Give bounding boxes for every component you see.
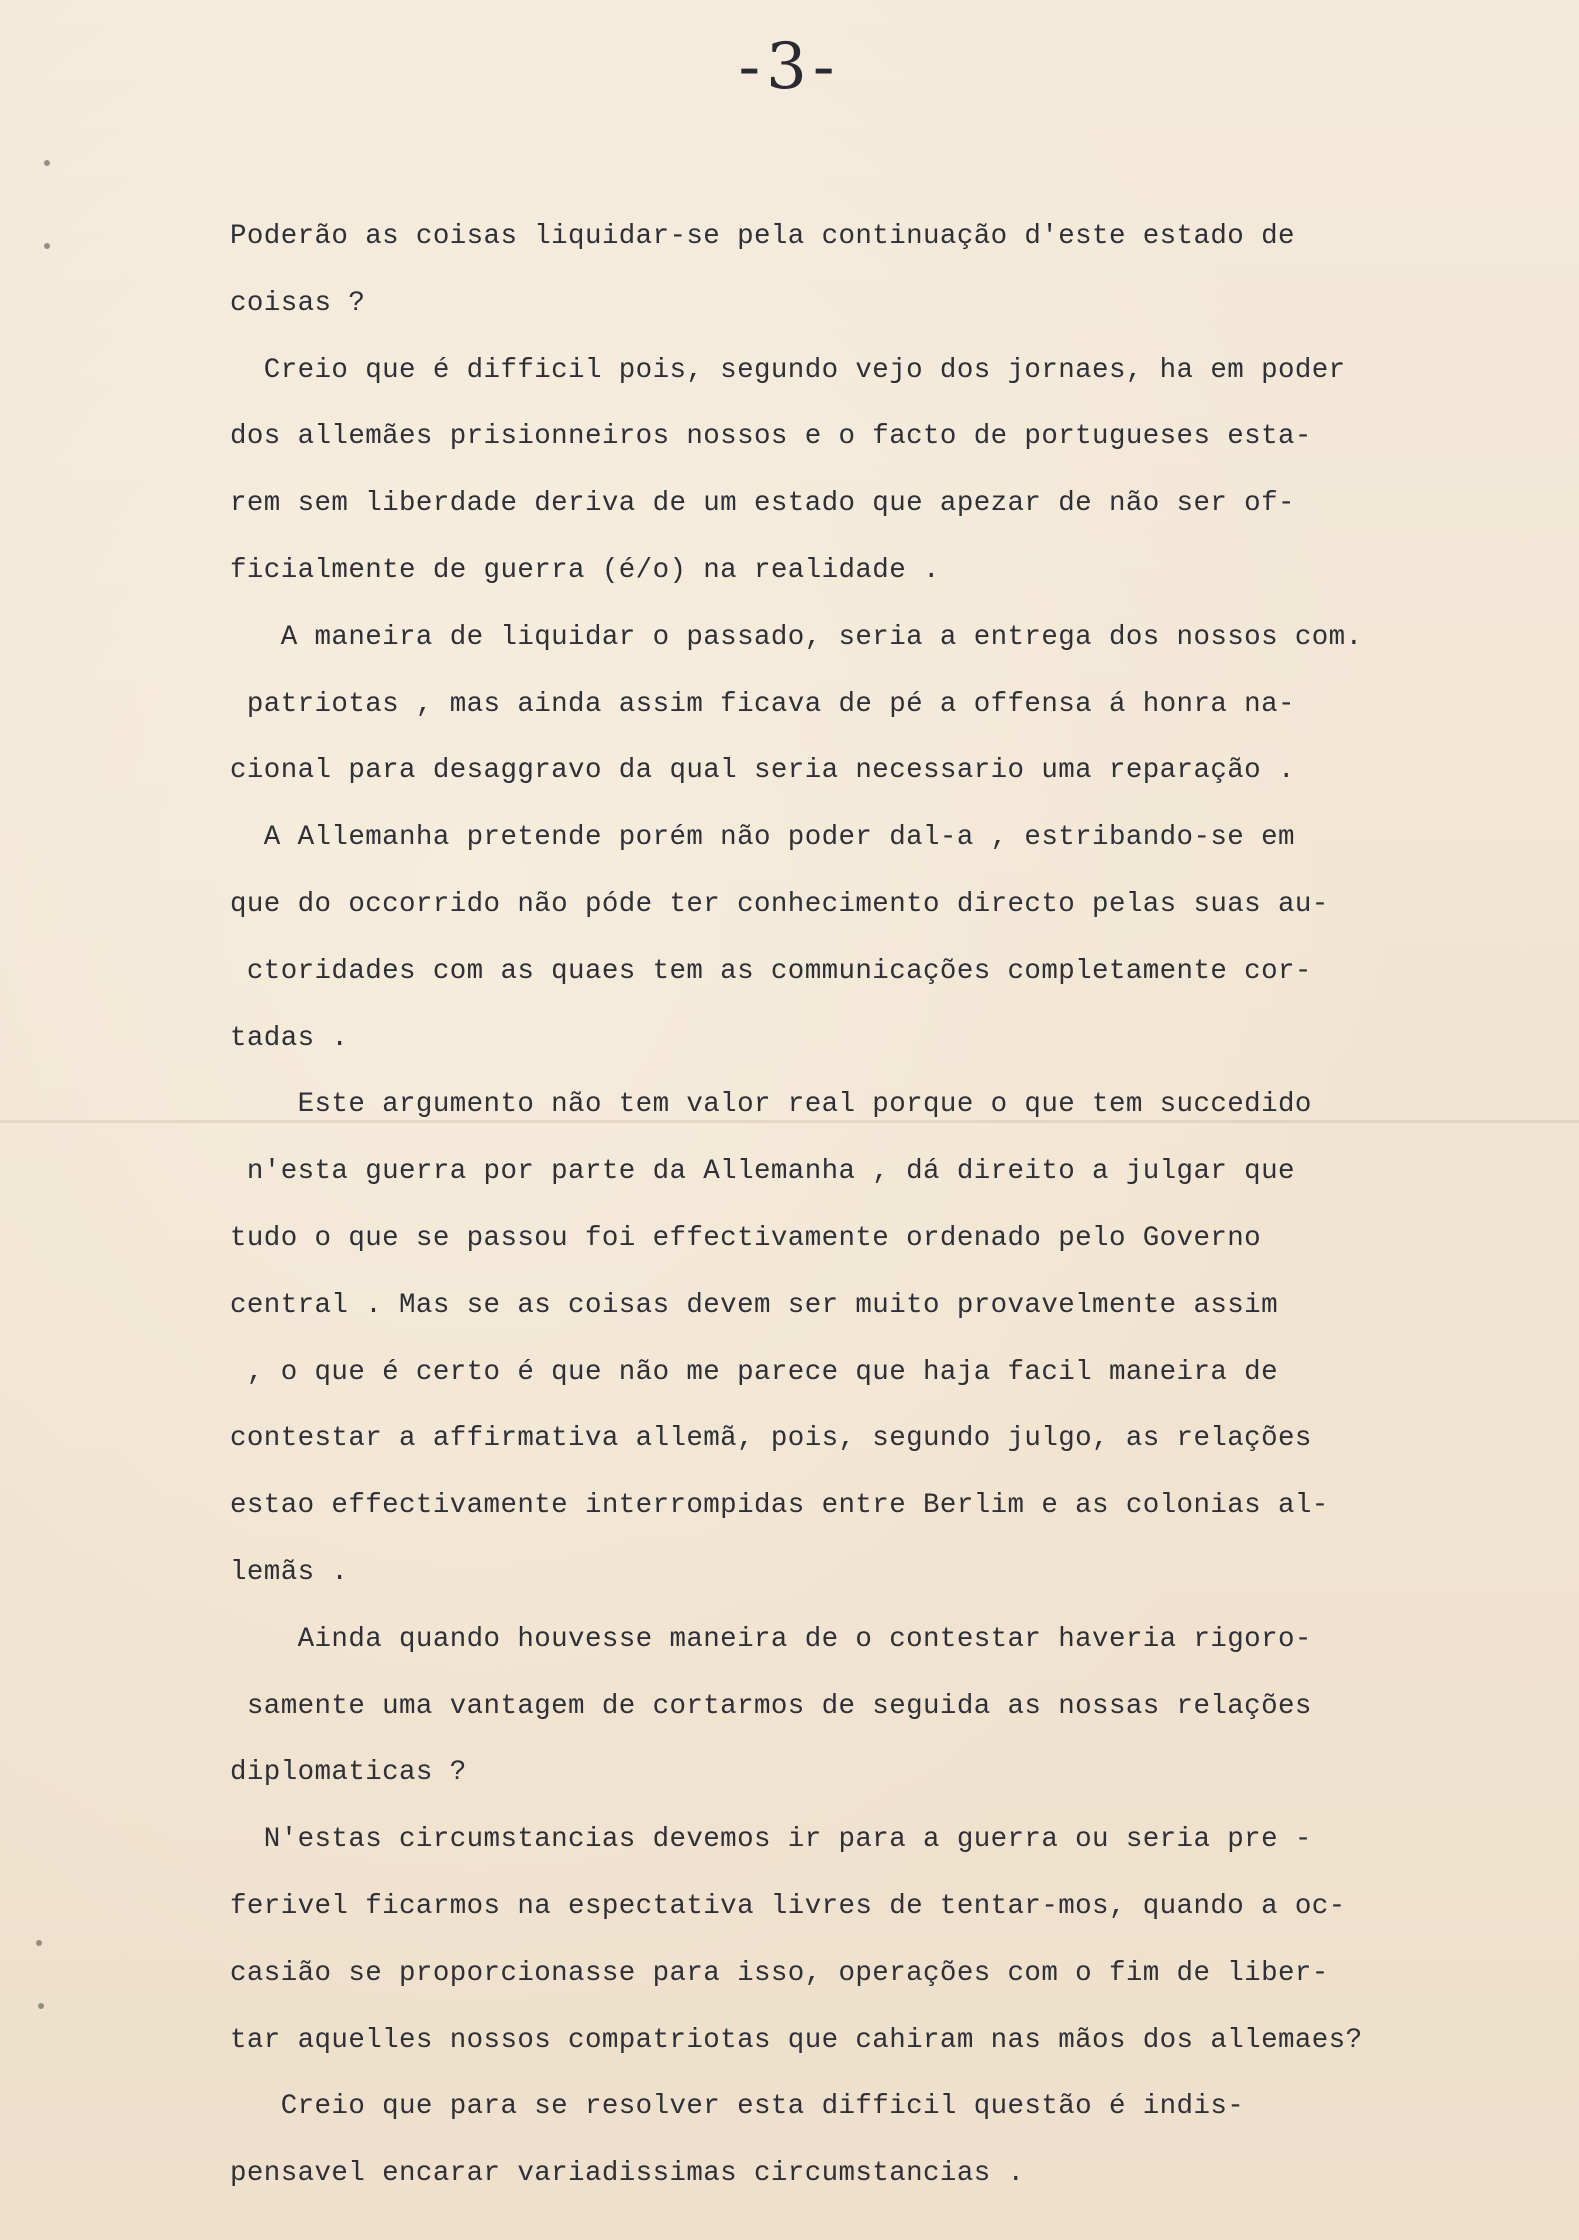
text-line: diplomaticas ? — [230, 1757, 467, 1789]
punch-mark — [38, 2003, 44, 2009]
text-line: tudo o que se passou foi effectivamente ordenado pelo Governo — [230, 1222, 1262, 1254]
text-line: , o que é certo é que não me parece que haja facil maneira de — [230, 1356, 1278, 1388]
punch-mark — [44, 243, 50, 249]
text-line: casião se proporcionasse para isso, operações com o fim de liber- — [230, 1957, 1329, 1989]
text-line: Creio que para se resolver esta difficil questão é indis- — [230, 2091, 1245, 2123]
text-line: Creio que é difficil pois, segundo vejo dos jornaes, ha em poder — [230, 354, 1346, 386]
text-line: Ainda quando houvesse maneira de o contestar haveria rigoro- — [230, 1623, 1312, 1655]
text-line: ctoridades com as quaes tem as communicações completamente cor- — [230, 955, 1312, 987]
punch-mark — [36, 1940, 42, 1946]
page-number: -3- — [738, 30, 841, 104]
text-line: cional para desaggravo da qual seria necessario uma reparação . — [230, 755, 1295, 787]
text-line: Este argumento não tem valor real porque o que tem succedido — [230, 1089, 1312, 1121]
text-line: lemãs . — [230, 1556, 349, 1588]
text-line: n'esta guerra por parte da Allemanha , dá direito a julgar que — [230, 1156, 1295, 1188]
text-line: rem sem liberdade deriva de um estado que apezar de não ser of- — [230, 488, 1295, 520]
text-line: contestar a affirmativa allemã, pois, segundo julgo, as relações — [230, 1423, 1312, 1455]
text-line: pensavel encarar variadissimas circumstancias . — [230, 2158, 1025, 2190]
text-line: tadas . — [230, 1022, 349, 1054]
text-line: tar aquelles nossos compatriotas que cahiram nas mãos dos allemaes? — [230, 2024, 1363, 2056]
text-line: patriotas , mas ainda assim ficava de pé a offensa á honra na- — [230, 688, 1295, 720]
text-line: A Allemanha pretende porém não poder dal-a , estribando-se em — [230, 822, 1295, 854]
text-line: samente uma vantagem de cortarmos de seguida as nossas relações — [230, 1690, 1312, 1722]
text-line: N'estas circumstancias devemos ir para a guerra ou seria pre - — [230, 1824, 1312, 1856]
text-line: central . Mas se as coisas devem ser muito provavelmente assim — [230, 1289, 1278, 1321]
text-line: estao effectivamente interrompidas entre Berlim e as colonias al- — [230, 1490, 1329, 1522]
text-line: A maneira de liquidar o passado, seria a entrega dos nossos com. — [230, 621, 1363, 653]
text-line: que do occorrido não póde ter conhecimento directo pelas suas au- — [230, 888, 1329, 920]
text-line: ficialmente de guerra (é/o) na realidade . — [230, 554, 940, 586]
typewritten-body — [230, 204, 1540, 2208]
text-line: Poderão as coisas liquidar-se pela continuação d'este estado de — [230, 221, 1295, 252]
punch-mark — [44, 160, 50, 166]
text-line: ferivel ficarmos na espectativa livres de tentar-mos, quando a oc- — [230, 1890, 1346, 1922]
text-line: coisas ? — [230, 287, 366, 319]
text-line: dos allemães prisionneiros nossos e o facto de portugueses esta- — [230, 421, 1312, 453]
